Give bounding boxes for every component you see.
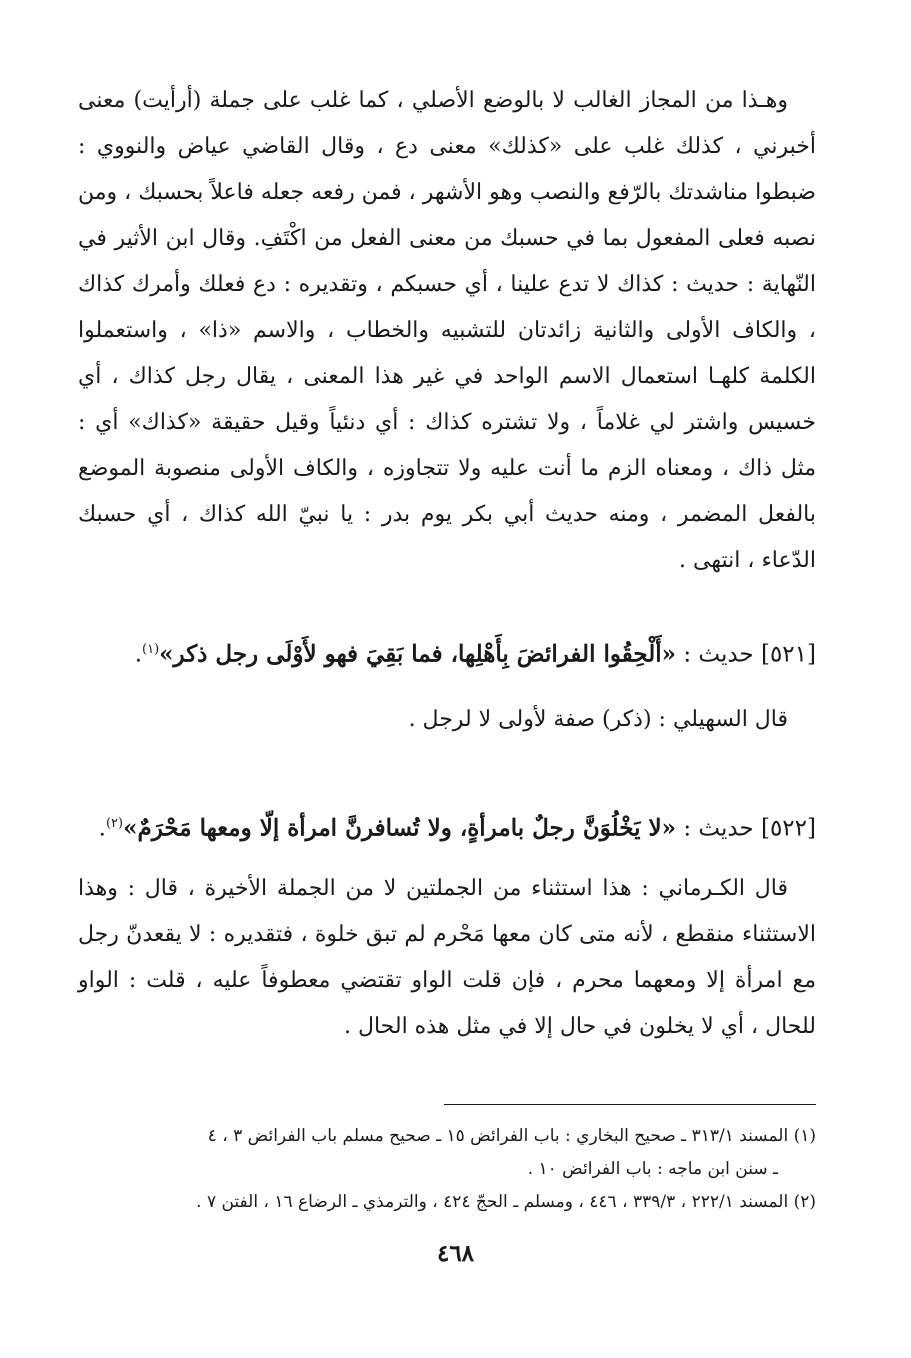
hadith-522-heading xyxy=(78,804,816,849)
hadith-text: «أَلْحِقُوا الفرائضَ بِأَهْلِها، فما بَقِيَ فهو لأَوْلَى رجل ذكر» xyxy=(159,640,676,668)
footnote-2: (٢) المسند ٢٢٢/١ ، ٣٣٩/٣ ، ٤٤٦ ، ومسلم ـ الحجّ ٤٢٤ ، والترمذي ـ الرضاع ١٦ ، الفتن ٧ . xyxy=(196,1192,816,1212)
hadith-521-heading xyxy=(78,630,816,675)
end-mark: . xyxy=(98,815,106,842)
footnote-divider xyxy=(444,1104,816,1105)
end-mark: . xyxy=(134,641,142,668)
hadith-text: «لا يَخْلُوَنَّ رجلٌ بامرأةٍ، ولا تُسافرنَّ امرأة إلّا ومعها مَحْرَمٌ» xyxy=(123,814,676,842)
paragraph-text: وهـذا من المجاز الغالب لا بالوضع الأصلي ، كما غلب على جملة (أرأيت) معنى أخبرني ، كذلك غلب على «كذلك» معنى دع ، وقال القاضي عياض والنووي : ضبطوا مناشدتك بالرّفع والنصب وهو الأشهر ، فمن رفعه جعله فاعلاً بحسبك ، ومن نصبه فعلى المفعول بما في حسبك من معنى الفعل من اكْتَفِ. وقال ابن الأثير في النّهاية : حديث : كذاك لا تدع علينا ، أي حسبكم ، وتقديره : دع فعلك وأمرك كذاك ، والكاف الأولى والثانية زائدتان للتشبيه والخطاب ، والاسم «ذا» ، واستعملوا الكلمة كلهـا استعمال الاسم الواحد في غير هذا المعنى ، يقال رجل كذاك ، أي خسيس واشتر لي غلاماً ، ولا تشتره كذاك : أي دنئياً وقيل حقيقة «كذاك» أي : مثل ذاك ، ومعناه الزم ما أنت عليه ولا تتجاوزه ، والكاف الأولى منصوبة الموضع بالفعل المضمر ، ومنه حديث أبي بكر يوم بدر : يا نبيّ الله كذاك ، أي حسبك الدّعاء ، انتهى . xyxy=(78,88,816,573)
footnote-1: (١) المسند ٣١٣/١ ـ صحيح البخاري : باب الفرائض ١٥ ـ صحيح مسلم باب الفرائض ٣ ، ٤ xyxy=(207,1126,816,1146)
hadith-number: [٥٢١] xyxy=(760,641,816,668)
footnote-1-continued: ـ سنن ابن ماجه : باب الفرائض ١٠ . xyxy=(527,1159,778,1179)
hadith-521-commentary xyxy=(78,700,816,740)
hadith-522-commentary xyxy=(78,866,816,1050)
hadith-label: حديث : xyxy=(683,641,754,668)
footnotes xyxy=(78,1120,816,1219)
commentary-text: قال الكـرماني : هذا استثناء من الجملتين لا من الجملة الأخيرة ، قال : وهذا الاستثناء منقطع ، لأنه متى كان معها مَحْرم لم تبق خلوة ، فتقديره : لا يقعدنّ رجل مع امرأة إلا ومعهما محرم ، فإن قلت الواو تقتضي معطوفاً عليه ، قلت : الواو للحال ، أي لا يخلون في حال إلا في مثل هذه الحال . xyxy=(78,876,816,1039)
page-number: ٤٦٨ xyxy=(436,1240,475,1267)
commentary-text: قال السهيلي : (ذكر) صفة لأولى لا لرجل . xyxy=(408,707,788,732)
commentary-paragraph xyxy=(78,78,816,584)
footnote-ref[interactable]: (٢) xyxy=(105,816,124,831)
hadith-number: [٥٢٢] xyxy=(760,815,816,842)
hadith-label: حديث : xyxy=(683,815,754,842)
footnote-ref[interactable]: (١) xyxy=(142,642,160,657)
